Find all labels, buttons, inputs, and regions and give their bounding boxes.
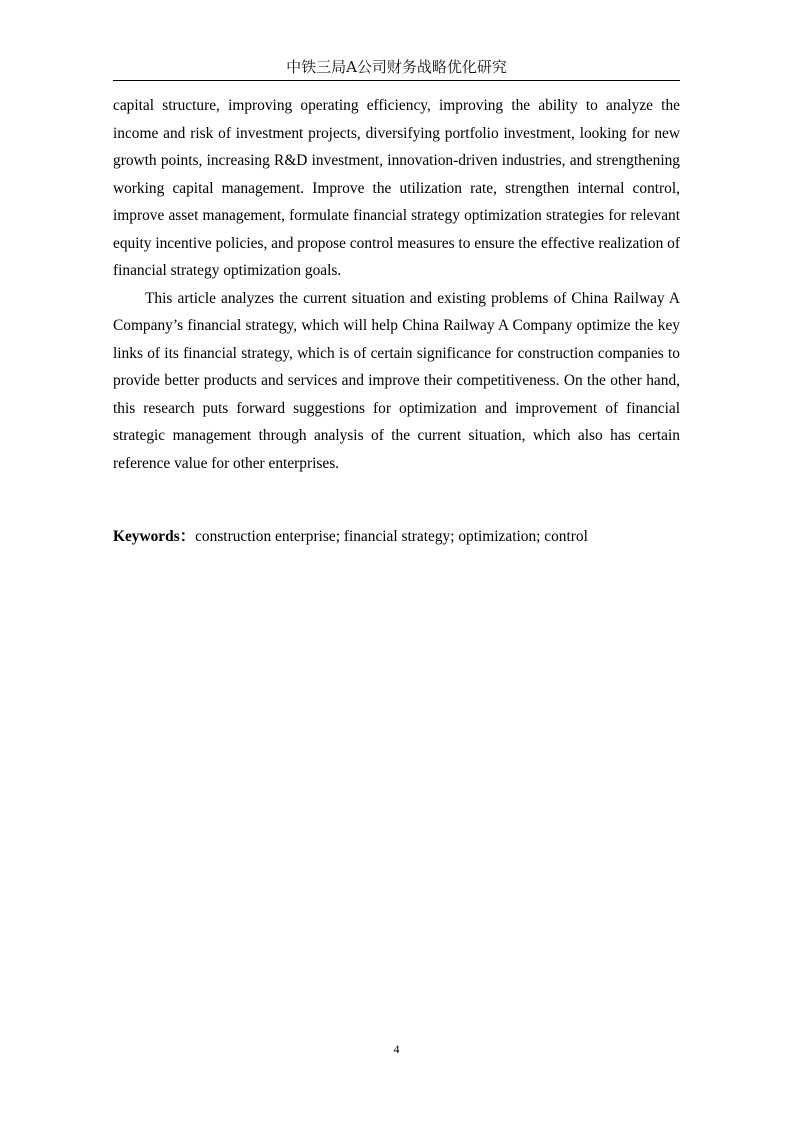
keywords-label: Keywords： — [113, 528, 196, 545]
page-number: 4 — [393, 1042, 400, 1056]
abstract-body — [113, 92, 680, 477]
keywords-line — [113, 524, 680, 550]
paragraph: This article analyzes the current situation and existing problems of China Railway A Company’s financial strategy, which will help China Railway A Company optimize the key links of its financial strategy, which is of certain significance for construction companies to provide better products and services and improve their competitiveness. On the other hand, this research puts forward suggestions for optimization and improvement of financial strategic management through analysis of the current situation, which also has certain reference value for other enterprises. — [113, 289, 680, 472]
paragraph-continued: capital structure, improving operating efficiency, improving the ability to analyze the income and risk of investment projects, diversifying portfolio investment, looking for new growth points, increasing R&D investment, innovation-driven industries, and strengthening working capital management. Improve the utilization rate, strengthen internal control, improve asset management, formulate financial strategy optimization strategies for relevant equity incentive policies, and propose control measures to ensure the effective realization of financial strategy optimization goals. — [113, 97, 680, 279]
keywords-text: construction enterprise; financial strategy; optimization; control — [195, 528, 588, 545]
running-header: 中铁三局A公司财务战略优化研究 — [286, 58, 507, 76]
header-divider — [113, 80, 680, 81]
